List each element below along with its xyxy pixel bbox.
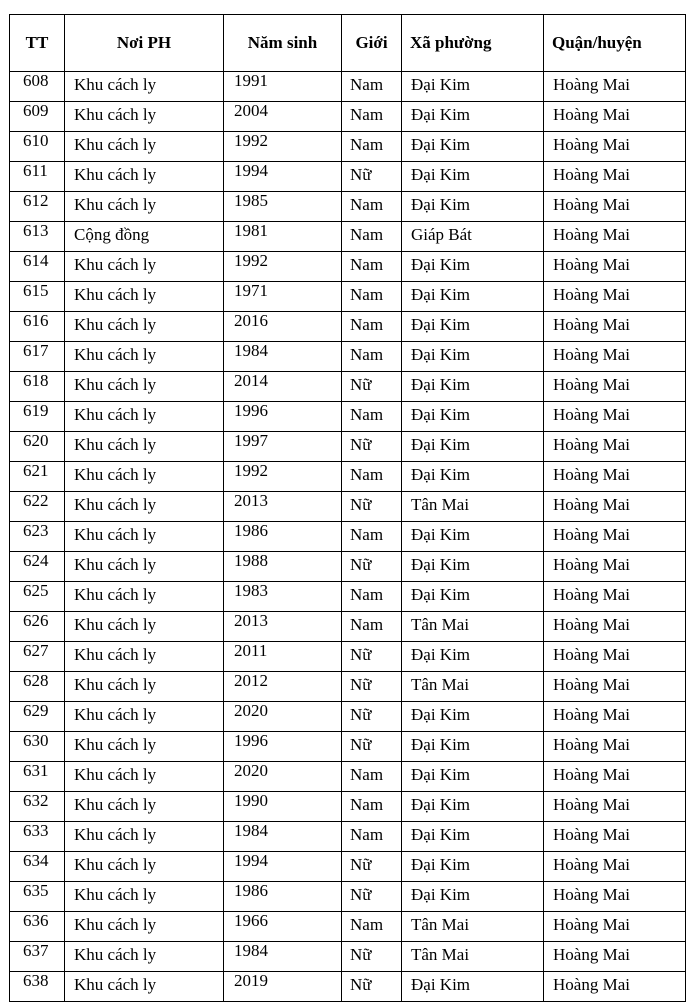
table-row [10, 192, 686, 222]
cell-nam-sinh: 1984 [224, 942, 342, 972]
case-table [9, 14, 686, 1002]
cell-nam-sinh: 2012 [224, 672, 342, 702]
cell-nam-sinh: 1986 [224, 522, 342, 552]
header-gioi: Giới [342, 15, 402, 72]
cell-quan-huyen: Hoàng Mai [544, 522, 686, 552]
cell-quan-huyen: Hoàng Mai [544, 792, 686, 822]
cell-gioi: Nam [342, 822, 402, 852]
cell-xa-phuong: Đại Kim [402, 822, 544, 852]
cell-tt: 625 [10, 582, 65, 612]
cell-tt: 635 [10, 882, 65, 912]
cell-quan-huyen: Hoàng Mai [544, 552, 686, 582]
cell-tt: 624 [10, 552, 65, 582]
cell-gioi: Nữ [342, 162, 402, 192]
cell-gioi: Nữ [342, 552, 402, 582]
cell-noi-ph: Khu cách ly [65, 132, 224, 162]
cell-tt: 608 [10, 72, 65, 102]
cell-noi-ph: Khu cách ly [65, 372, 224, 402]
table-row [10, 582, 686, 612]
cell-noi-ph: Khu cách ly [65, 672, 224, 702]
table-row [10, 792, 686, 822]
cell-tt: 636 [10, 912, 65, 942]
cell-tt: 629 [10, 702, 65, 732]
cell-nam-sinh: 1985 [224, 192, 342, 222]
cell-gioi: Nam [342, 792, 402, 822]
cell-quan-huyen: Hoàng Mai [544, 162, 686, 192]
cell-tt: 620 [10, 432, 65, 462]
header-quan-huyen: Quận/huyện [544, 15, 686, 72]
cell-nam-sinh: 1984 [224, 822, 342, 852]
cell-noi-ph: Khu cách ly [65, 402, 224, 432]
cell-quan-huyen: Hoàng Mai [544, 372, 686, 402]
cell-xa-phuong: Đại Kim [402, 162, 544, 192]
cell-xa-phuong: Tân Mai [402, 912, 544, 942]
table-row [10, 222, 686, 252]
cell-noi-ph: Khu cách ly [65, 192, 224, 222]
cell-nam-sinh: 1984 [224, 342, 342, 372]
cell-nam-sinh: 2020 [224, 762, 342, 792]
cell-gioi: Nam [342, 312, 402, 342]
cell-noi-ph: Khu cách ly [65, 282, 224, 312]
cell-nam-sinh: 2019 [224, 972, 342, 1002]
cell-gioi: Nữ [342, 882, 402, 912]
cell-nam-sinh: 1988 [224, 552, 342, 582]
cell-quan-huyen: Hoàng Mai [544, 462, 686, 492]
cell-noi-ph: Khu cách ly [65, 492, 224, 522]
cell-gioi: Nữ [342, 492, 402, 522]
cell-xa-phuong: Đại Kim [402, 582, 544, 612]
cell-gioi: Nữ [342, 372, 402, 402]
cell-noi-ph: Khu cách ly [65, 852, 224, 882]
cell-tt: 611 [10, 162, 65, 192]
cell-gioi: Nam [342, 762, 402, 792]
cell-quan-huyen: Hoàng Mai [544, 822, 686, 852]
cell-gioi: Nữ [342, 642, 402, 672]
cell-tt: 617 [10, 342, 65, 372]
cell-nam-sinh: 1997 [224, 432, 342, 462]
cell-tt: 632 [10, 792, 65, 822]
cell-xa-phuong: Đại Kim [402, 432, 544, 462]
cell-xa-phuong: Đại Kim [402, 372, 544, 402]
cell-xa-phuong: Đại Kim [402, 192, 544, 222]
cell-tt: 630 [10, 732, 65, 762]
cell-nam-sinh: 1994 [224, 852, 342, 882]
cell-tt: 621 [10, 462, 65, 492]
cell-quan-huyen: Hoàng Mai [544, 882, 686, 912]
cell-noi-ph: Khu cách ly [65, 252, 224, 282]
table-row [10, 522, 686, 552]
cell-xa-phuong: Đại Kim [402, 642, 544, 672]
table-row [10, 312, 686, 342]
cell-gioi: Nam [342, 222, 402, 252]
cell-nam-sinh: 1992 [224, 252, 342, 282]
cell-noi-ph: Khu cách ly [65, 432, 224, 462]
cell-gioi: Nữ [342, 942, 402, 972]
cell-gioi: Nữ [342, 972, 402, 1002]
cell-nam-sinh: 1992 [224, 462, 342, 492]
cell-gioi: Nữ [342, 432, 402, 462]
cell-nam-sinh: 1992 [224, 132, 342, 162]
cell-noi-ph: Khu cách ly [65, 582, 224, 612]
cell-noi-ph: Khu cách ly [65, 762, 224, 792]
cell-nam-sinh: 1966 [224, 912, 342, 942]
cell-noi-ph: Khu cách ly [65, 912, 224, 942]
cell-nam-sinh: 1983 [224, 582, 342, 612]
cell-quan-huyen: Hoàng Mai [544, 912, 686, 942]
cell-noi-ph: Khu cách ly [65, 312, 224, 342]
cell-quan-huyen: Hoàng Mai [544, 222, 686, 252]
cell-noi-ph: Khu cách ly [65, 522, 224, 552]
table-row [10, 762, 686, 792]
cell-nam-sinh: 1996 [224, 732, 342, 762]
table-row [10, 672, 686, 702]
cell-quan-huyen: Hoàng Mai [544, 972, 686, 1002]
cell-noi-ph: Khu cách ly [65, 702, 224, 732]
cell-gioi: Nam [342, 132, 402, 162]
cell-xa-phuong: Đại Kim [402, 462, 544, 492]
cell-xa-phuong: Đại Kim [402, 312, 544, 342]
cell-gioi: Nam [342, 72, 402, 102]
header-row [10, 15, 686, 72]
header-noi-ph: Nơi PH [65, 15, 224, 72]
cell-nam-sinh: 1971 [224, 282, 342, 312]
table-row [10, 372, 686, 402]
cell-quan-huyen: Hoàng Mai [544, 612, 686, 642]
cell-tt: 610 [10, 132, 65, 162]
table-row [10, 612, 686, 642]
cell-nam-sinh: 1996 [224, 402, 342, 432]
cell-tt: 618 [10, 372, 65, 402]
cell-quan-huyen: Hoàng Mai [544, 732, 686, 762]
cell-xa-phuong: Đại Kim [402, 972, 544, 1002]
cell-tt: 612 [10, 192, 65, 222]
cell-xa-phuong: Đại Kim [402, 342, 544, 372]
cell-quan-huyen: Hoàng Mai [544, 672, 686, 702]
cell-noi-ph: Khu cách ly [65, 162, 224, 192]
table-row [10, 852, 686, 882]
cell-nam-sinh: 2013 [224, 612, 342, 642]
cell-quan-huyen: Hoàng Mai [544, 132, 686, 162]
cell-noi-ph: Khu cách ly [65, 732, 224, 762]
table-row [10, 432, 686, 462]
cell-nam-sinh: 1994 [224, 162, 342, 192]
cell-gioi: Nữ [342, 852, 402, 882]
cell-tt: 626 [10, 612, 65, 642]
cell-quan-huyen: Hoàng Mai [544, 312, 686, 342]
cell-tt: 631 [10, 762, 65, 792]
cell-nam-sinh: 2020 [224, 702, 342, 732]
cell-noi-ph: Khu cách ly [65, 462, 224, 492]
header-nam-sinh: Năm sinh [224, 15, 342, 72]
cell-tt: 623 [10, 522, 65, 552]
cell-tt: 619 [10, 402, 65, 432]
table-row [10, 72, 686, 102]
cell-quan-huyen: Hoàng Mai [544, 702, 686, 732]
table-row [10, 492, 686, 522]
table-row [10, 822, 686, 852]
cell-gioi: Nam [342, 282, 402, 312]
cell-nam-sinh: 2013 [224, 492, 342, 522]
table-row [10, 972, 686, 1002]
cell-noi-ph: Khu cách ly [65, 792, 224, 822]
cell-quan-huyen: Hoàng Mai [544, 102, 686, 132]
table-body [10, 72, 686, 1002]
cell-xa-phuong: Đại Kim [402, 522, 544, 552]
table-row [10, 462, 686, 492]
cell-xa-phuong: Đại Kim [402, 72, 544, 102]
cell-tt: 615 [10, 282, 65, 312]
cell-xa-phuong: Đại Kim [402, 792, 544, 822]
cell-gioi: Nữ [342, 672, 402, 702]
cell-xa-phuong: Tân Mai [402, 942, 544, 972]
cell-gioi: Nam [342, 192, 402, 222]
cell-nam-sinh: 1981 [224, 222, 342, 252]
table-row [10, 132, 686, 162]
header-xa-phuong: Xã phường [402, 15, 544, 72]
cell-quan-huyen: Hoàng Mai [544, 282, 686, 312]
cell-tt: 638 [10, 972, 65, 1002]
cell-gioi: Nam [342, 252, 402, 282]
table-row [10, 642, 686, 672]
cell-gioi: Nam [342, 402, 402, 432]
cell-quan-huyen: Hoàng Mai [544, 762, 686, 792]
table-row [10, 402, 686, 432]
cell-gioi: Nam [342, 462, 402, 492]
cell-quan-huyen: Hoàng Mai [544, 72, 686, 102]
cell-tt: 628 [10, 672, 65, 702]
table-row [10, 702, 686, 732]
cell-gioi: Nữ [342, 732, 402, 762]
cell-gioi: Nữ [342, 702, 402, 732]
cell-noi-ph: Khu cách ly [65, 972, 224, 1002]
cell-noi-ph: Khu cách ly [65, 342, 224, 372]
cell-xa-phuong: Tân Mai [402, 612, 544, 642]
table-row [10, 162, 686, 192]
cell-xa-phuong: Đại Kim [402, 402, 544, 432]
cell-quan-huyen: Hoàng Mai [544, 942, 686, 972]
cell-noi-ph: Khu cách ly [65, 72, 224, 102]
cell-xa-phuong: Đại Kim [402, 852, 544, 882]
cell-xa-phuong: Đại Kim [402, 252, 544, 282]
cell-gioi: Nam [342, 582, 402, 612]
cell-gioi: Nam [342, 342, 402, 372]
cell-gioi: Nam [342, 102, 402, 132]
header-tt: TT [10, 15, 65, 72]
cell-tt: 616 [10, 312, 65, 342]
cell-tt: 633 [10, 822, 65, 852]
cell-tt: 609 [10, 102, 65, 132]
cell-xa-phuong: Tân Mai [402, 492, 544, 522]
cell-noi-ph: Khu cách ly [65, 552, 224, 582]
table-row [10, 912, 686, 942]
cell-quan-huyen: Hoàng Mai [544, 432, 686, 462]
cell-xa-phuong: Đại Kim [402, 702, 544, 732]
cell-xa-phuong: Giáp Bát [402, 222, 544, 252]
cell-noi-ph: Khu cách ly [65, 612, 224, 642]
table-header [10, 15, 686, 72]
cell-quan-huyen: Hoàng Mai [544, 402, 686, 432]
cell-quan-huyen: Hoàng Mai [544, 252, 686, 282]
table-row [10, 942, 686, 972]
cell-quan-huyen: Hoàng Mai [544, 492, 686, 522]
cell-quan-huyen: Hoàng Mai [544, 582, 686, 612]
cell-tt: 614 [10, 252, 65, 282]
cell-xa-phuong: Đại Kim [402, 282, 544, 312]
cell-xa-phuong: Đại Kim [402, 762, 544, 792]
table-row [10, 882, 686, 912]
cell-quan-huyen: Hoàng Mai [544, 642, 686, 672]
cell-xa-phuong: Đại Kim [402, 732, 544, 762]
cell-xa-phuong: Tân Mai [402, 672, 544, 702]
cell-noi-ph: Khu cách ly [65, 882, 224, 912]
table-row [10, 732, 686, 762]
table-row [10, 252, 686, 282]
cell-noi-ph: Khu cách ly [65, 102, 224, 132]
cell-noi-ph: Khu cách ly [65, 942, 224, 972]
cell-noi-ph: Cộng đồng [65, 222, 224, 252]
cell-xa-phuong: Đại Kim [402, 552, 544, 582]
cell-gioi: Nam [342, 912, 402, 942]
cell-xa-phuong: Đại Kim [402, 882, 544, 912]
cell-nam-sinh: 1991 [224, 72, 342, 102]
table-row [10, 552, 686, 582]
cell-nam-sinh: 2011 [224, 642, 342, 672]
cell-quan-huyen: Hoàng Mai [544, 852, 686, 882]
cell-tt: 622 [10, 492, 65, 522]
cell-noi-ph: Khu cách ly [65, 642, 224, 672]
cell-tt: 627 [10, 642, 65, 672]
table-row [10, 282, 686, 312]
cell-gioi: Nam [342, 522, 402, 552]
cell-nam-sinh: 2016 [224, 312, 342, 342]
cell-quan-huyen: Hoàng Mai [544, 192, 686, 222]
cell-quan-huyen: Hoàng Mai [544, 342, 686, 372]
cell-xa-phuong: Đại Kim [402, 102, 544, 132]
table-row [10, 102, 686, 132]
cell-tt: 637 [10, 942, 65, 972]
cell-tt: 613 [10, 222, 65, 252]
cell-nam-sinh: 2014 [224, 372, 342, 402]
cell-gioi: Nam [342, 612, 402, 642]
cell-nam-sinh: 2004 [224, 102, 342, 132]
cell-nam-sinh: 1990 [224, 792, 342, 822]
cell-tt: 634 [10, 852, 65, 882]
table-row [10, 342, 686, 372]
cell-nam-sinh: 1986 [224, 882, 342, 912]
cell-noi-ph: Khu cách ly [65, 822, 224, 852]
cell-xa-phuong: Đại Kim [402, 132, 544, 162]
